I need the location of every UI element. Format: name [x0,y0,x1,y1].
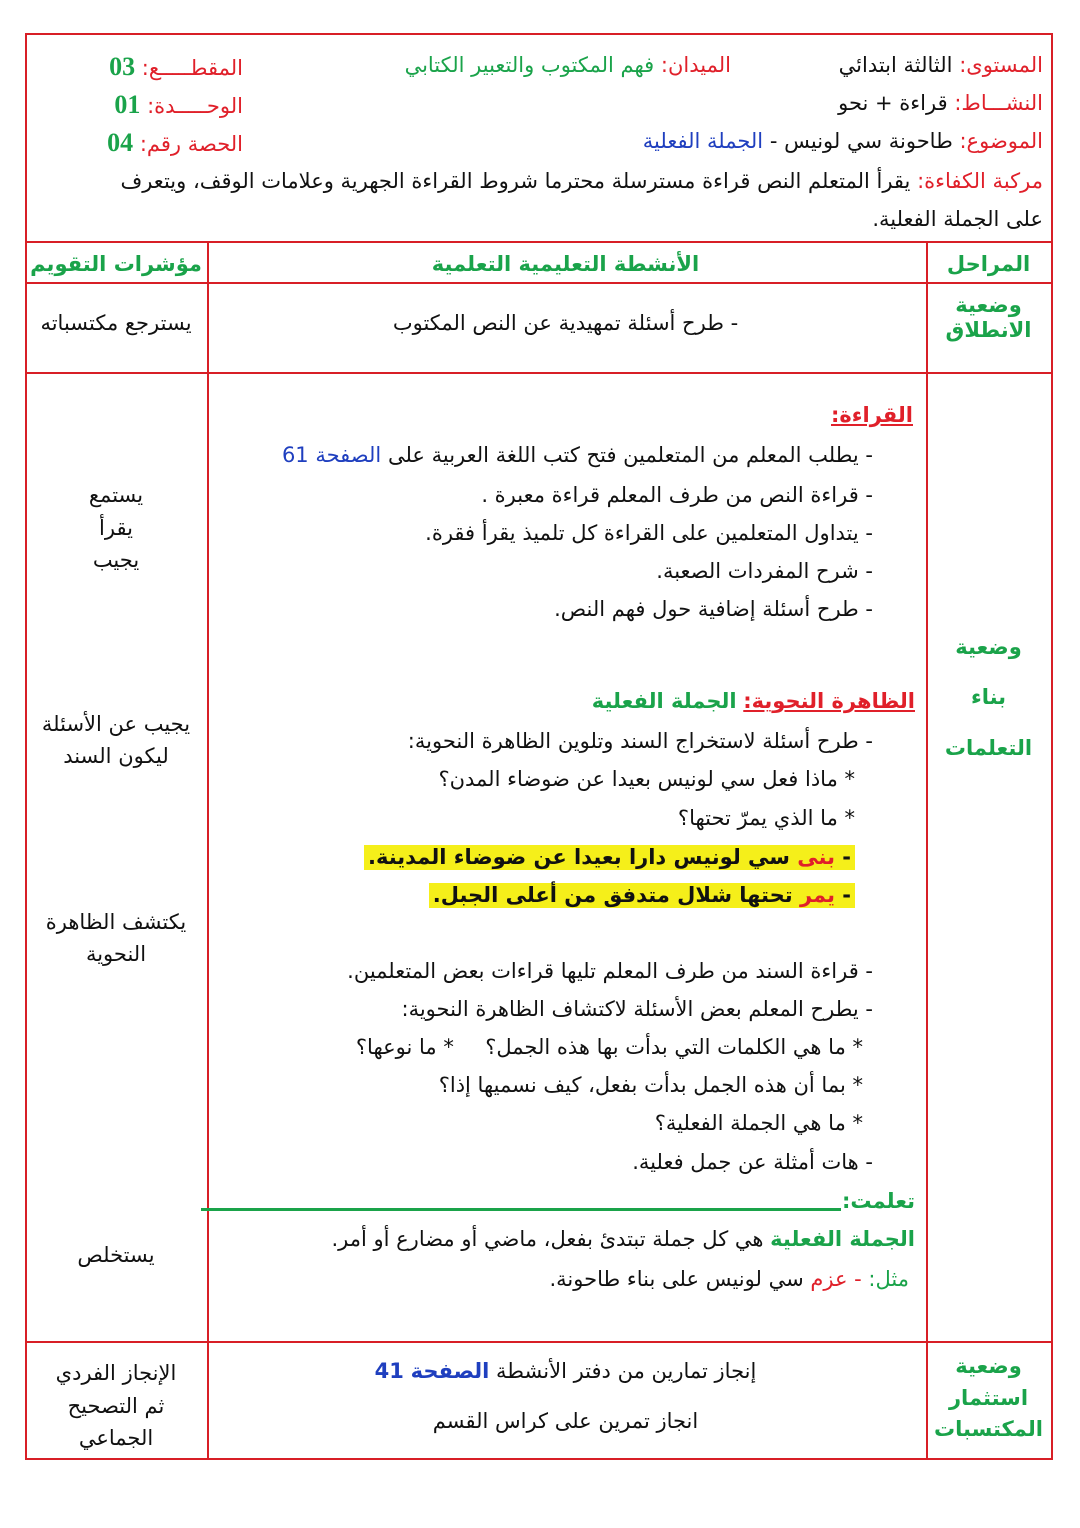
grammar-question-4: * بما أن هذه الجمل بدأت بفعل، كيف نسميها إذا؟ [438,1073,863,1097]
example-sentence-1: - بنى سي لونيس دارا بعيدا عن ضوضاء المدينة. [364,845,855,870]
session-line: الحصة رقم: 04 [107,128,243,157]
competence-line-1: مركبة الكفاءة: يقرأ المتعلم النص قراءة مسترسلة محترما شروط القراءة الجهرية وعلامات الوقف، ويتعرف [120,169,1043,193]
unit-line: الوحـــــدة: 01 [114,90,243,119]
grammar-question-2: * ما الذي يمرّ تحتها؟ [677,806,855,830]
segment-line: المقطـــــع: 03 [109,52,243,81]
grammar-question-3: * ما هي الكلمات التي بدأت بها هذه الجمل؟ * ما نوعها؟ [355,1035,863,1059]
indicator-listen-read-answer: يستمع يقرأ يجيب [88,483,144,573]
learned-rule-line [201,1208,841,1211]
indicator-answer-questions: يجيب عن الأسئلة ليكون السند [41,712,191,768]
competence-line-2: على الجملة الفعلية. [872,207,1043,231]
divider [27,372,1051,374]
divider [27,1341,1051,1343]
reading-item-4: - شرح المفردات الصعبة. [656,559,873,583]
domain-line: الميدان: فهم المكتوب والتعبير الكتابي [404,53,731,77]
topic-line: الموضوع: طاحونة سي لونيس - الجملة الفعلية [642,129,1043,153]
stage-building: وضعية بناء التعلمات [944,635,1033,760]
investment-indicator: الإنجاز الفردي ثم التصحيح الجماعي [55,1361,177,1451]
grammar-item-2: - قراءة السند من طرف المعلم تليها قراءات بعض المتعلمين. [347,959,873,983]
launch-activity: - طرح أسئلة تمهيدية عن النص المكتوب [392,311,739,335]
grammar-question-1: * ماذا فعل سي لونيس بعيدا عن ضوضاء المدن؟ [438,767,855,791]
learned-title: تعلمت: [841,1189,915,1213]
column-divider [926,243,928,1458]
grammar-item-4: - هات أمثلة عن جمل فعلية. [632,1150,873,1174]
column-header-indicators: مؤشرات التقويم [30,252,202,276]
level-line: المستوى: الثالثة ابتدائي [838,53,1043,77]
reading-title: القراءة: [831,403,913,427]
divider [27,282,1051,284]
learned-definition: الجملة الفعلية هي كل جملة تبتدئ بفعل، ماضي أو مضارع أو أمر. [331,1227,915,1251]
reading-item-1: - يطلب المعلم من المتعلمين فتح كتب اللغة العربية على الصفحة 61 [281,443,873,467]
stage-investment: وضعية استثمار المكتسبات [934,1354,1043,1441]
grammar-title: الظاهرة النحوية: الجملة الفعلية [591,689,915,713]
example-sentence-2: - يمر تحتها شلال متدفق من أعلى الجبل. [429,883,855,908]
lesson-sheet [25,33,1053,1460]
column-divider [207,243,209,1458]
grammar-item-1: - طرح أسئلة لاستخراج السند وتلوين الظاهرة النحوية: [407,729,873,753]
divider [27,241,1051,243]
stage-launch: وضعية الانطلاق [945,293,1032,343]
grammar-item-3: - يطرح المعلم بعض الأسئلة لاكتشاف الظاهرة النحوية: [401,997,873,1021]
activity-line: النشـــاط: قراءة + نحو [838,91,1043,115]
indicator-conclude: يستخلص [77,1243,155,1267]
reading-item-5: - طرح أسئلة إضافية حول فهم النص. [554,597,873,621]
reading-item-2: - قراءة النص من طرف المعلم قراءة معبرة . [481,483,873,507]
learned-example: مثل: - عزم سي لونيس على بناء طاحونة. [549,1267,909,1291]
indicator-discover: يكتشف الظاهرة النحوية [45,910,187,966]
column-header-stages: المراحل [946,252,1031,276]
investment-activity-1: إنجاز تمارين من دفتر الأنشطة الصفحة 41 [374,1359,757,1383]
launch-indicator: يسترجع مكتسباته [40,311,192,335]
grammar-question-5: * ما هي الجملة الفعلية؟ [654,1111,863,1135]
column-header-activities: الأنشطة التعليمية التعلمية [431,252,700,276]
reading-item-3: - يتداول المتعلمين على القراءة كل تلميذ يقرأ فقرة. [425,521,873,545]
investment-activity-2: انجاز تمرين على كراس القسم [432,1409,699,1433]
